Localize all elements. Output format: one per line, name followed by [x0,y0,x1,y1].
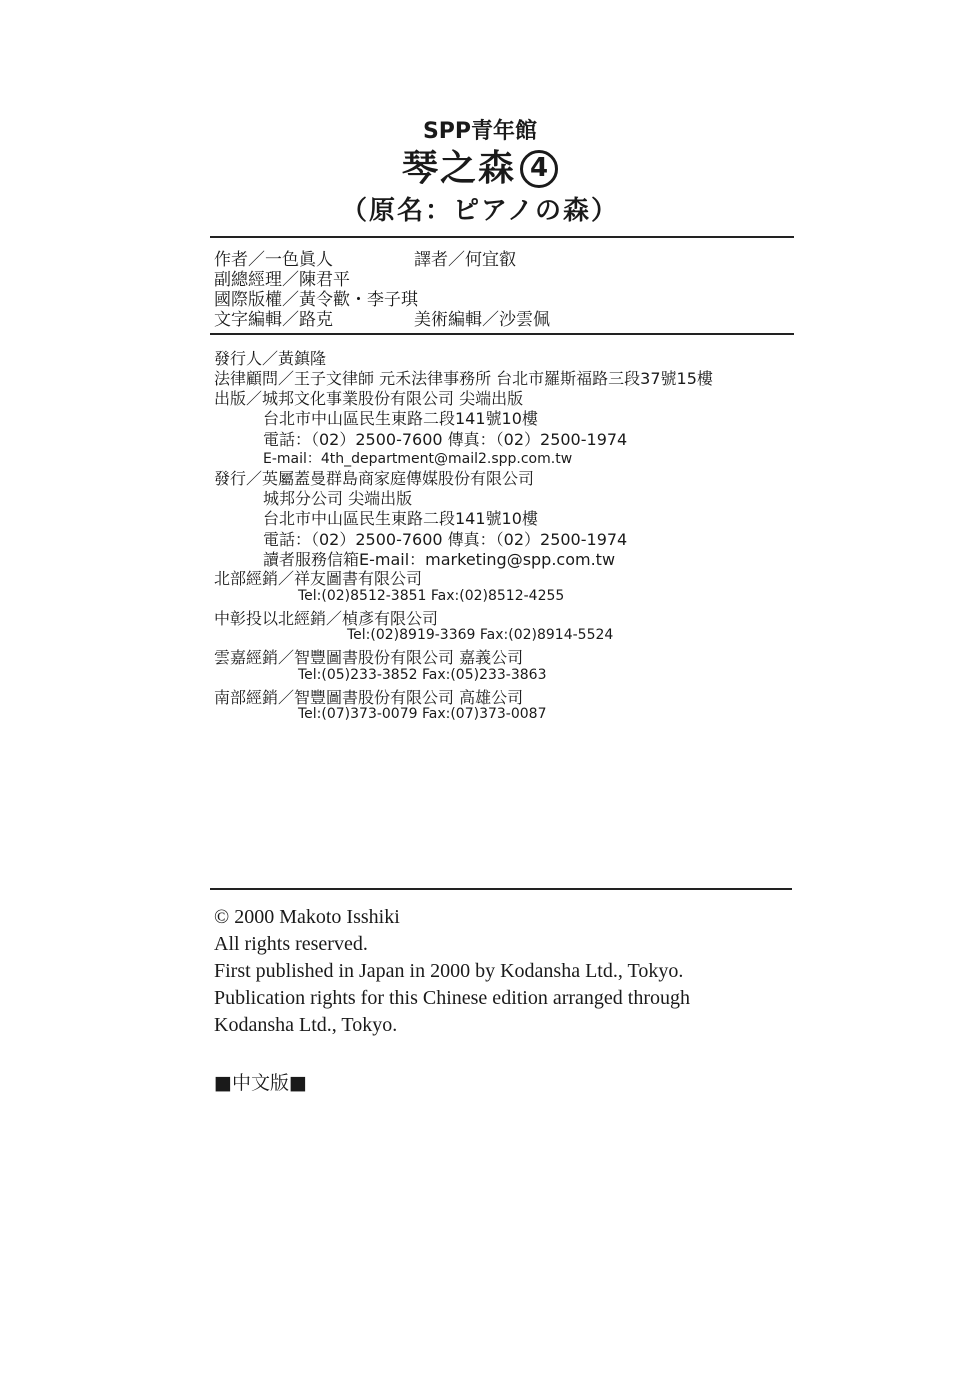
title-text: 琴之森 [401,148,516,189]
south-distributor-tel: Tel:(07)373-0079 Fax:(07)373-0087 [298,706,547,722]
copyright-line-1: © 2000 Makoto Isshiki [214,906,400,928]
legal-advisor: 法律顧問／王子文律師 元禾法律事務所 台北市羅斯福路三段37號15樓 [214,369,713,388]
credit-text-editor: 文字編輯／路克 [214,310,333,330]
north-distributor-tel: Tel:(02)8512-3851 Fax:(02)8512-4255 [298,588,565,604]
divider-middle [210,333,794,335]
yunjia-distributor-tel: Tel:(05)233-3852 Fax:(05)233-3863 [298,667,547,683]
credit-translator: 譯者／何宜叡 [414,250,516,270]
copyright-line-5: Kodansha Ltd., Tokyo. [214,1014,398,1036]
south-distributor: 南部經銷／智豐圖書股份有限公司 高雄公司 [214,688,524,707]
credit-intl-rights: 國際版權／黃令歡・李子琪 [214,290,418,310]
copyright-line-3: First published in Japan in 2000 by Kodansha Ltd., Tokyo. [214,960,684,982]
publisher-phone: 電話：（02）2500-7600 傳真：（02）2500-1974 [263,430,628,449]
series-name: SPP青年館 [422,119,538,144]
copyright-line-2: All rights reserved. [214,933,368,955]
publisher-email: E-mail：4th_department@mail2.spp.com.tw [263,451,573,467]
distributor-line: 發行／英屬蓋曼群島商家庭傳媒股份有限公司 [214,469,535,488]
original-title: （原名：ピアノの森） [341,196,619,226]
divider-bottom [210,888,792,890]
copyright-line-4: Publication rights for this Chinese edition arranged through [214,987,691,1009]
divider-top [210,236,794,238]
publisher-line: 出版／城邦文化事業股份有限公司 尖端出版 [214,389,524,408]
publisher-address: 台北市中山區民生東路二段141號10樓 [263,409,538,428]
edition-mark: ■中文版■ [214,1072,307,1094]
publisher-person: 發行人／黃鎮隆 [214,349,327,368]
volume-number: 4 [520,150,558,188]
distributor-branch: 城邦分公司 尖端出版 [263,489,413,508]
central-distributor-tel: Tel:(02)8919-3369 Fax:(02)8914-5524 [347,627,614,643]
distributor-address: 台北市中山區民生東路二段141號10樓 [263,509,538,528]
central-distributor: 中彰投以北經銷／楨彥有限公司 [214,609,439,628]
north-distributor: 北部經銷／祥友圖書有限公司 [214,569,423,588]
distributor-phone: 電話：（02）2500-7600 傳真：（02）2500-1974 [263,530,628,549]
credit-author: 作者／一色眞人 [214,250,333,270]
credit-art-editor: 美術編輯／沙雲佩 [414,310,550,330]
book-title [0,140,960,191]
yunjia-distributor: 雲嘉經銷／智豐圖書股份有限公司 嘉義公司 [214,648,524,667]
credit-deputy-gm: 副總經理／陳君平 [214,270,350,290]
distributor-email: 讀者服務信箱E-mail：marketing@spp.com.tw [263,550,616,569]
